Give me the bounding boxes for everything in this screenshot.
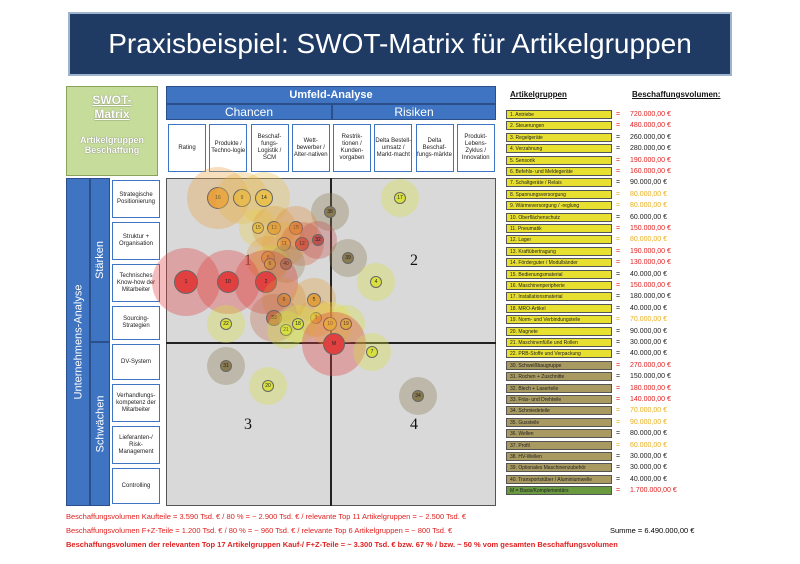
swot-sub-2: Beschaffung xyxy=(84,145,140,155)
artikelgruppe-bubble: 1 xyxy=(174,270,198,294)
artikelgruppe-bubble: 6 xyxy=(277,293,291,307)
artikelgruppe-list-item: 19. Norm- und Verbindungsteile xyxy=(506,315,612,324)
beschaffungsvolumen-value xyxy=(616,395,732,404)
beschaffungsvolumen-value xyxy=(616,338,732,347)
artikelgruppe-bubble: 12 xyxy=(295,237,309,251)
unternehmen-row-4: Sourcing-Strategien xyxy=(112,306,160,340)
equals-sign: = xyxy=(616,384,621,392)
artikelgruppe-list-item: 33. Fräs- und Drehteile xyxy=(506,395,612,404)
artikelgruppe-list-item: 6. Befehls- und Meldegeräte xyxy=(506,167,612,176)
beschaffungsvolumen-value xyxy=(616,441,732,450)
equals-sign: = xyxy=(616,418,621,426)
umfeld-analyse-header: Umfeld-Analyse xyxy=(166,86,496,104)
beschaffungsvolumen-value xyxy=(616,156,732,165)
equals-sign: = xyxy=(616,236,621,244)
value-amount: 40.000,00 € xyxy=(630,270,667,278)
artikelgruppe-bubble: 11 xyxy=(277,237,291,251)
artikelgruppe-bubble: 40 xyxy=(280,258,292,270)
artikelgruppe-list-item: 13. Kraftübertragung xyxy=(506,247,612,256)
artikelgruppe-bubble: 7 xyxy=(366,346,378,358)
equals-sign: = xyxy=(616,293,621,301)
value-amount: 60.000,00 € xyxy=(630,213,667,221)
equals-sign: = xyxy=(616,453,621,460)
equals-sign: = xyxy=(616,133,621,141)
artikelgruppe-bubble: 19 xyxy=(340,318,352,330)
beschaffungsvolumen-value xyxy=(616,270,732,279)
artikelgruppe-list-item: 20. Magnete xyxy=(506,327,612,336)
artikelgruppe-list-item: 38. HV-Wellen xyxy=(506,452,612,461)
artikelgruppe-list-item: 4. Verzahnung xyxy=(506,144,612,153)
equals-sign: = xyxy=(616,190,621,198)
value-amount: 80.000,00 € xyxy=(630,190,667,198)
risiken-header: Risiken xyxy=(332,104,496,120)
list-header-artikelgruppen: Artikelgruppen xyxy=(510,90,567,99)
artikelgruppe-list-item: 2. Steuerungen xyxy=(506,121,612,130)
equals-sign: = xyxy=(616,156,621,164)
beschaffungsvolumen-value xyxy=(616,190,732,199)
artikelgruppe-list-item: 35. Gussteile xyxy=(506,418,612,427)
beschaffungsvolumen-value xyxy=(616,452,732,461)
beschaffungsvolumen-value xyxy=(616,429,732,438)
beschaffungsvolumen-value xyxy=(616,349,732,358)
beschaffungsvolumen-value xyxy=(616,384,732,393)
artikelgruppe-list-item: 21. Maschinenfüße und Rollen xyxy=(506,338,612,347)
beschaffungsvolumen-value xyxy=(616,486,732,495)
equals-sign: = xyxy=(616,202,621,210)
value-amount: 150.000,00 € xyxy=(630,282,671,289)
beschaffungsvolumen-value xyxy=(616,133,732,142)
equals-sign: = xyxy=(616,361,621,369)
unternehmen-row-6: Verhandlungs-kompetenz der Mitarbeiter xyxy=(112,384,160,422)
artikelgruppe-list-item: 10. Oberflächenschutz xyxy=(506,213,612,222)
page-title: Praxisbeispiel: SWOT-Matrix für Artikelgruppen xyxy=(68,12,732,76)
artikelgruppe-bubble: 2 xyxy=(255,271,277,293)
artikelgruppe-list-item: 30. Schweißbaugruppe xyxy=(506,361,612,370)
equals-sign: = xyxy=(616,282,621,289)
unternehmen-row-3: Technisches Know-how der Mitarbeiter xyxy=(112,264,160,302)
equals-sign: = xyxy=(616,213,621,221)
equals-sign: = xyxy=(616,487,621,495)
artikelgruppe-bubble: 20 xyxy=(262,380,274,392)
value-amount: 30.000,00 € xyxy=(630,453,667,460)
unternehmen-row-7: Lieferanten-/ Risk-Management xyxy=(112,426,160,464)
artikelgruppe-bubble: 31 xyxy=(220,360,232,372)
quadrant-3-label: 3 xyxy=(244,416,252,433)
umfeld-column-6: Delta Bestell-umsatz / Markt-macht xyxy=(374,124,412,172)
value-amount: 90.000,00 € xyxy=(630,179,667,187)
beschaffungsvolumen-value xyxy=(616,247,732,256)
beschaffungsvolumen-value xyxy=(616,201,732,210)
umfeld-column-7: Delta Beschaf-fungs-märkte xyxy=(416,124,454,172)
equals-sign: = xyxy=(616,247,621,255)
swot-title-1: SWOT- xyxy=(92,93,132,107)
umfeld-column-4: Wett-bewerber / Alter-nativen xyxy=(292,124,330,172)
equals-sign: = xyxy=(616,475,621,483)
value-amount: 160.000,00 € xyxy=(630,168,671,175)
value-amount: 90.000,00 € xyxy=(630,418,667,426)
unternehmen-row-8: Controlling xyxy=(112,468,160,504)
equals-sign: = xyxy=(616,145,621,153)
equals-sign: = xyxy=(616,339,621,346)
quadrant-4-label: 4 xyxy=(410,416,418,433)
artikelgruppe-bubble: 15 xyxy=(289,221,303,235)
beschaffungsvolumen-value xyxy=(616,224,732,233)
beschaffungsvolumen-value xyxy=(616,315,732,324)
unternehmen-row-5: DV-System xyxy=(112,344,160,380)
footer-line-2: Beschaffungsvolumen F+Z-Teile = 1.200 Tsd. € / 80 % = ~ 960 Tsd. € / relevante Top 6 Artikelgruppen = ~ 800 Tsd. € xyxy=(66,526,453,535)
artikelgruppe-list-item: 39. Optionales Maschinenzubehör xyxy=(506,463,612,472)
unternehmen-row-2: Struktur + Organisation xyxy=(112,222,160,260)
beschaffungsvolumen-value xyxy=(616,475,732,484)
value-amount: 190.000,00 € xyxy=(630,156,671,164)
value-amount: 40.000,00 € xyxy=(630,475,667,483)
artikelgruppe-list-item: 7. Schaltgeräte / Relais xyxy=(506,178,612,187)
unternehmen-row-1: Strategische Positionierung xyxy=(112,180,160,218)
list-header-beschaffungsvolumen: Beschaffungsvolumen: xyxy=(632,90,721,99)
artikelgruppe-list-item: 15. Bedienungsmaterial xyxy=(506,270,612,279)
value-amount: 30.000,00 € xyxy=(630,464,667,472)
artikelgruppe-bubble: 10 xyxy=(323,317,337,331)
beschaffungsvolumen-value xyxy=(616,258,732,267)
umfeld-column-3: Beschaf-fungs-Logistik / SCM xyxy=(251,124,289,172)
equals-sign: = xyxy=(616,111,621,118)
artikelgruppe-bubble: 17 xyxy=(394,192,406,204)
artikelgruppe-list-item: 11. Pneumatik xyxy=(506,224,612,233)
artikelgruppe-list-item: 16. Maschinenperipherie xyxy=(506,281,612,290)
value-amount: 140.000,00 € xyxy=(630,396,671,403)
artikelgruppe-bubble: 34 xyxy=(412,390,424,402)
artikelgruppe-list-item: 1. Antriebe xyxy=(506,110,612,119)
artikelgruppe-bubble: 6 xyxy=(264,258,276,270)
equals-sign: = xyxy=(616,327,621,335)
quadrant-1-label: 1 xyxy=(244,252,252,269)
value-amount: 70.000,00 € xyxy=(630,407,667,415)
staerken-header: Stärken xyxy=(90,178,110,342)
value-amount: 60.000,00 € xyxy=(630,441,667,449)
artikelgruppe-bubble: 16 xyxy=(207,187,229,209)
value-amount: 70.000,00 € xyxy=(630,316,667,324)
beschaffungsvolumen-value xyxy=(616,463,732,472)
equals-sign: = xyxy=(616,225,621,232)
artikelgruppe-bubble: 32 xyxy=(312,234,324,246)
value-amount: 260.000,00 € xyxy=(630,133,671,141)
artikelgruppe-list-item: 17. Installationsmaterial xyxy=(506,292,612,301)
equals-sign: = xyxy=(616,316,621,324)
artikelgruppe-list-item: 12. Lager xyxy=(506,235,612,244)
value-amount: 80.000,00 € xyxy=(630,430,667,438)
artikelgruppe-list-item: 31. Rochen + Zuschnitte xyxy=(506,372,612,381)
beschaffungsvolumen-value xyxy=(616,213,732,222)
beschaffungsvolumen-value xyxy=(616,178,732,187)
artikelgruppe-bubble: 9 xyxy=(233,189,251,207)
value-amount: 150.000,00 € xyxy=(630,373,671,381)
artikelgruppe-bubble: 22 xyxy=(220,318,232,330)
value-amount: 190.000,00 € xyxy=(630,247,671,255)
value-amount: 80.000,00 € xyxy=(630,236,667,244)
equals-sign: = xyxy=(616,304,621,312)
artikelgruppe-list-item: 22. PRB-Stoffe und Verpackung xyxy=(506,349,612,358)
value-amount: 80.000,00 € xyxy=(630,202,667,210)
beschaffungsvolumen-value xyxy=(616,361,732,370)
umfeld-column-1: Rating xyxy=(168,124,206,172)
artikelgruppe-list-item: 37. Profil xyxy=(506,441,612,450)
artikelgruppe-bubble: 3 xyxy=(310,312,322,324)
equals-sign: = xyxy=(616,407,621,415)
artikelgruppe-bubble: 4 xyxy=(370,276,382,288)
artikelgruppe-list-item: M = Basis/Komplementärs xyxy=(506,486,612,495)
artikelgruppe-list-item: 32. Blech + Laserteile xyxy=(506,384,612,393)
beschaffungsvolumen-value xyxy=(616,292,732,301)
artikelgruppe-list-item: 40. Transportstüber / Aluminiumwelle xyxy=(506,475,612,484)
value-amount: 1.700.000,00 € xyxy=(630,487,677,495)
artikelgruppe-bubble: M xyxy=(323,333,345,355)
beschaffungsvolumen-value xyxy=(616,304,732,313)
footer-line-1: Beschaffungsvolumen Kaufteile = 3.590 Tsd. € / 80 % = ~ 2.900 Tsd. € / relevante Top 11 Artikelgruppen = ~ 2.500 Tsd. € xyxy=(66,512,467,521)
value-amount: 280.000,00 € xyxy=(630,145,671,153)
value-amount: 180.000,00 € xyxy=(630,384,671,392)
value-amount: 130.000,00 € xyxy=(630,259,671,267)
swot-sub-1: Artikelgruppen xyxy=(79,135,144,145)
artikelgruppe-bubble: 39 xyxy=(342,252,354,264)
artikelgruppe-bubble: 38 xyxy=(324,206,336,218)
beschaffungsvolumen-value xyxy=(616,235,732,244)
artikelgruppe-bubble: 18 xyxy=(292,318,304,330)
equals-sign: = xyxy=(616,179,621,187)
equals-sign: = xyxy=(616,350,621,358)
equals-sign: = xyxy=(616,270,621,278)
artikelgruppe-list-item: 34. Schmiedeteile xyxy=(506,406,612,415)
summe-label: Summe = 6.490.000,00 € xyxy=(610,526,695,535)
artikelgruppe-list-item: 8. Spannungsversorgung xyxy=(506,190,612,199)
beschaffungsvolumen-value xyxy=(616,281,732,290)
artikelgruppe-list-item: 18. MRO-Artikel xyxy=(506,304,612,313)
beschaffungsvolumen-value xyxy=(616,121,732,130)
artikelgruppe-bubble: 5 xyxy=(307,293,321,307)
equals-sign: = xyxy=(616,122,621,130)
beschaffungsvolumen-value xyxy=(616,372,732,381)
value-amount: 480.000,00 € xyxy=(630,122,671,130)
value-amount: 30.000,00 € xyxy=(630,339,667,346)
artikelgruppe-list-item: 5. Sensorik xyxy=(506,156,612,165)
umfeld-column-8: Produkt-Lebens-Zyklus / Innovation xyxy=(457,124,495,172)
value-amount: 40.000,00 € xyxy=(630,304,667,312)
artikelgruppe-bubble: 10 xyxy=(217,271,239,293)
beschaffungsvolumen-value xyxy=(616,418,732,427)
value-amount: 90.000,00 € xyxy=(630,327,667,335)
artikelgruppe-bubble: 14 xyxy=(255,189,273,207)
equals-sign: = xyxy=(616,168,621,175)
value-amount: 180.000,00 € xyxy=(630,293,671,301)
swot-matrix-box xyxy=(66,86,158,176)
unternehmens-analyse-header: Unternehmens-Analyse xyxy=(66,178,90,506)
beschaffungsvolumen-value xyxy=(616,110,732,119)
beschaffungsvolumen-value xyxy=(616,144,732,153)
equals-sign: = xyxy=(616,373,621,381)
artikelgruppe-bubble: 13 xyxy=(267,221,281,235)
quadrant-2-label: 2 xyxy=(410,252,418,269)
beschaffungsvolumen-value xyxy=(616,327,732,336)
value-amount: 270.000,00 € xyxy=(630,361,671,369)
beschaffungsvolumen-value xyxy=(616,406,732,415)
artikelgruppe-list-item: 3. Regelgeräte xyxy=(506,133,612,142)
swot-title-2: Matrix xyxy=(94,107,130,121)
equals-sign: = xyxy=(616,441,621,449)
schwaechen-header: Schwächen xyxy=(90,342,110,506)
artikelgruppe-list-item: 9. Wärmeversorgung / -reglung xyxy=(506,201,612,210)
equals-sign: = xyxy=(616,430,621,438)
footer-line-3: Beschaffungsvolumen der relevanten Top 17 Artikelgruppen Kauf-/ F+Z-Teile = ~ 3.300 Tsd. € bzw. 67 % / bzw. ~ 50 % vom gesamten Beschaffungsvolumen xyxy=(66,540,618,549)
artikelgruppe-bubble: 21 xyxy=(280,324,292,336)
artikelgruppe-bubble: 15 xyxy=(252,222,264,234)
artikelgruppe-bubble: 33 xyxy=(266,310,282,326)
value-amount: 150.000,00 € xyxy=(630,225,671,232)
equals-sign: = xyxy=(616,464,621,472)
beschaffungsvolumen-value xyxy=(616,167,732,176)
umfeld-column-5: Restrik-tionen / Kunden-vorgaben xyxy=(333,124,371,172)
umfeld-column-2: Produkte / Techno-logie xyxy=(209,124,247,172)
value-amount: 720.000,00 € xyxy=(630,111,671,118)
equals-sign: = xyxy=(616,259,621,267)
artikelgruppe-list-item: 14. Förderguter / Modulbänder xyxy=(506,258,612,267)
artikelgruppe-list-item: 36. Wellen xyxy=(506,429,612,438)
chancen-header: Chancen xyxy=(166,104,332,120)
value-amount: 40.000,00 € xyxy=(630,350,667,358)
equals-sign: = xyxy=(616,396,621,403)
